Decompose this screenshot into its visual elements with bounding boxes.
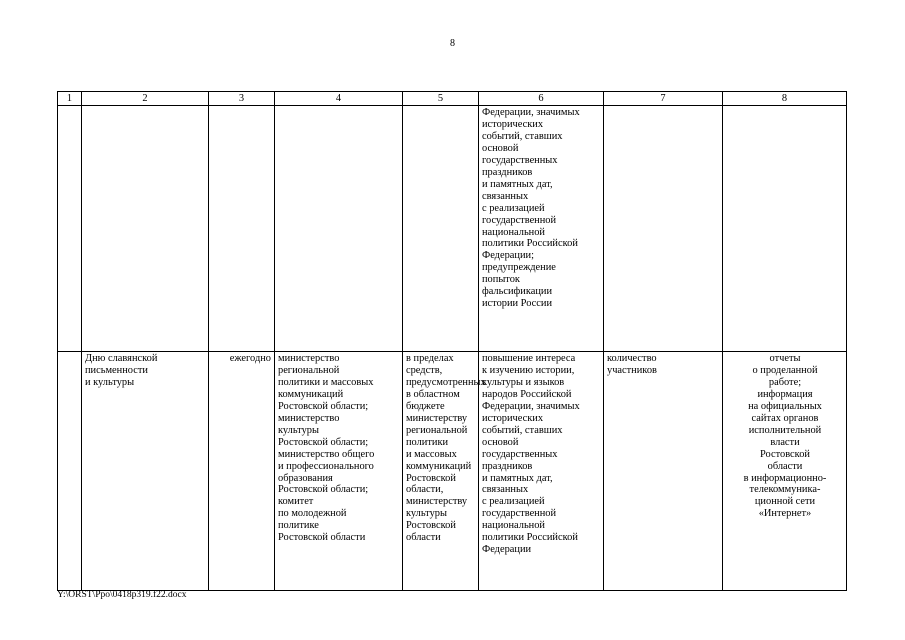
page-number: 8 [450,38,455,49]
file-path-footer: Y:\ORST\Ppo\0418p319.f22.docx [57,590,187,600]
cell-expected-result: Федерации, значимых исторических событий, ставших основой государственных праздников и памятных дат, связанных с реализацией государственной национальной политики Российской Федерации; предупреждение попыток фальсификации истории России [479,106,604,352]
cell-event: Дню славянской письменности и культуры [82,352,209,591]
table-row [58,106,847,352]
cell-indicator: количество участников [604,352,723,591]
header-col-5: 5 [403,92,479,106]
cell-indicator [604,106,723,352]
header-col-4: 4 [275,92,403,106]
cell-period: ежегодно [209,352,275,591]
cell-executors [275,106,403,352]
header-col-1: 1 [58,92,82,106]
cell-reporting [723,106,847,352]
cell-period [209,106,275,352]
cell-funding: в пределах средств, предусмотренных в областном бюджете министерству региональной политики и массовых коммуникаций Ростовской области, министерству культуры Ростовской области [403,352,479,591]
table-row [58,352,847,591]
cell-number [58,106,82,352]
cell-event [82,106,209,352]
cell-executors: министерство региональной политики и массовых коммуникаций Ростовской области; министерство культуры Ростовской области; министерство общего и профессионального образования Ростовской области; комитет по молодежной политике Ростовской области [275,352,403,591]
cell-funding [403,106,479,352]
table-header-row [58,92,847,106]
header-col-8: 8 [723,92,847,106]
cell-reporting: отчеты о проделанной работе; информация на официальных сайтах органов исполнительной власти Ростовской области в информационно- телекоммуника- ционной сети «Интернет» [723,352,847,591]
cell-expected-result: повышение интереса к изучению истории, культуры и языков народов Российской Федерации, значимых исторических событий, ставших основой государственных праздников и памятных дат, связанных с реализацией государственной национальной политики Российской Федерации [479,352,604,591]
header-col-2: 2 [82,92,209,106]
header-col-7: 7 [604,92,723,106]
header-col-6: 6 [479,92,604,106]
plan-table [57,91,847,591]
cell-number [58,352,82,591]
header-col-3: 3 [209,92,275,106]
